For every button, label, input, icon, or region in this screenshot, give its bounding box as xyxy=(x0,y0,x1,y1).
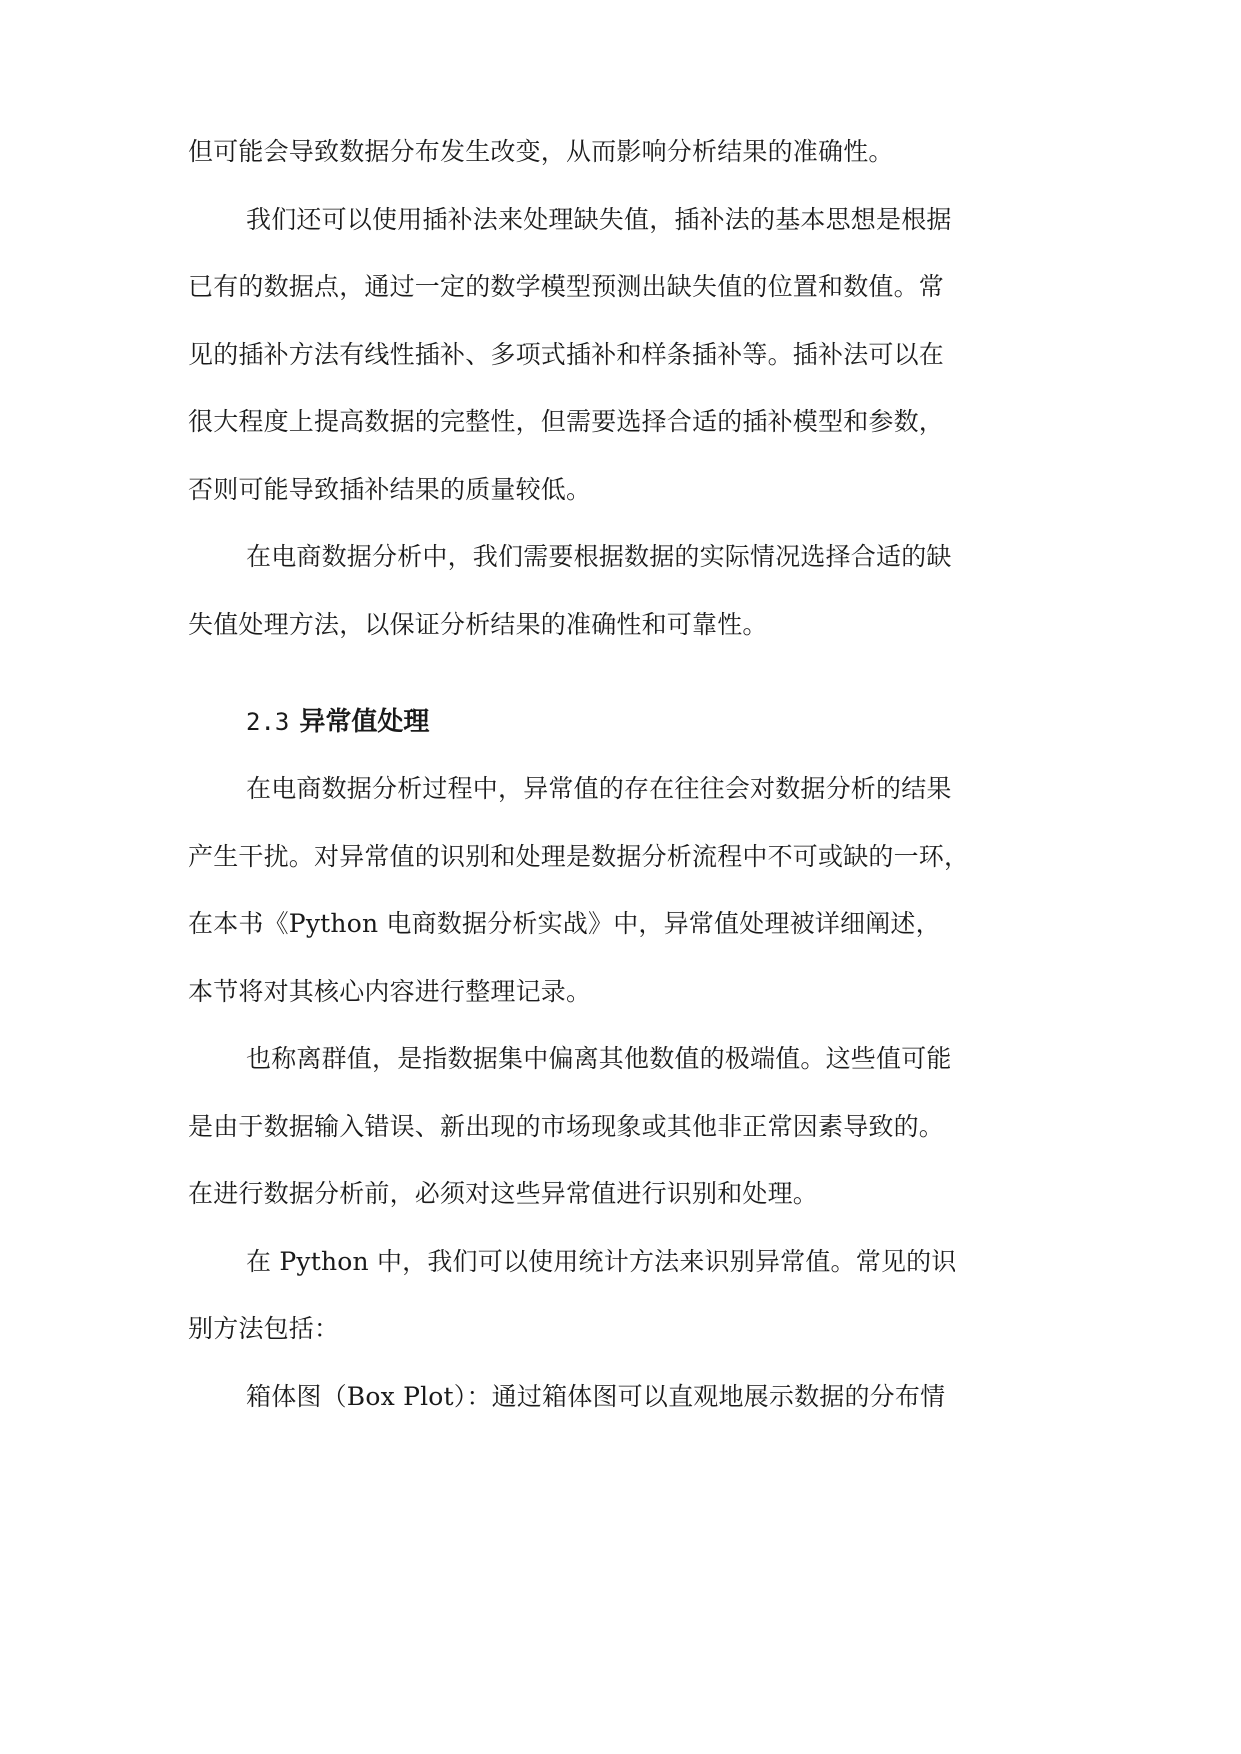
section-heading xyxy=(246,704,429,740)
paragraph-line: 在电商数据分析过程中，异常值的存在往往会对数据分析的结果 xyxy=(246,774,952,803)
paragraph-line: 也称离群值，是指数据集中偏离其他数值的极端值。这些值可能 xyxy=(246,1044,952,1073)
paragraph-line: 在 Python 中，我们可以使用统计方法来识别异常值。常见的识 xyxy=(246,1247,957,1276)
paragraph-line: 在进行数据分析前，必须对这些异常值进行识别和处理。 xyxy=(188,1179,819,1208)
paragraph-line: 箱体图（Box Plot）：通过箱体图可以直观地展示数据的分布情 xyxy=(246,1382,946,1411)
paragraph-line: 产生干扰。对异常值的识别和处理是数据分析流程中不可或缺的一环， xyxy=(188,842,970,871)
paragraph-line: 但可能会导致数据分布发生改变，从而影响分析结果的准确性。 xyxy=(188,137,894,166)
section-number: 2.3 xyxy=(246,708,290,736)
paragraph-line: 在本书《Python 电商数据分析实战》中，异常值处理被详细阐述， xyxy=(188,909,941,938)
paragraph-line: 已有的数据点，通过一定的数学模型预测出缺失值的位置和数值。常 xyxy=(188,272,945,301)
paragraph-line: 见的插补方法有线性插补、多项式插补和样条插补等。插补法可以在 xyxy=(188,340,945,369)
paragraph-line: 在电商数据分析中，我们需要根据数据的实际情况选择合适的缺 xyxy=(246,542,952,571)
paragraph-line: 失值处理方法，以保证分析结果的准确性和可靠性。 xyxy=(188,610,768,639)
paragraph-line: 很大程度上提高数据的完整性，但需要选择合适的插补模型和参数， xyxy=(188,407,945,436)
paragraph-line: 是由于数据输入错误、新出现的市场现象或其他非正常因素导致的。 xyxy=(188,1112,945,1141)
paragraph-line: 别方法包括： xyxy=(188,1314,340,1343)
paragraph-line: 本节将对其核心内容进行整理记录。 xyxy=(188,977,592,1006)
paragraph-line: 否则可能导致插补结果的质量较低。 xyxy=(188,475,592,504)
section-title: 异常值处理 xyxy=(299,707,430,737)
paragraph-line: 我们还可以使用插补法来处理缺失值，插补法的基本思想是根据 xyxy=(246,205,952,234)
